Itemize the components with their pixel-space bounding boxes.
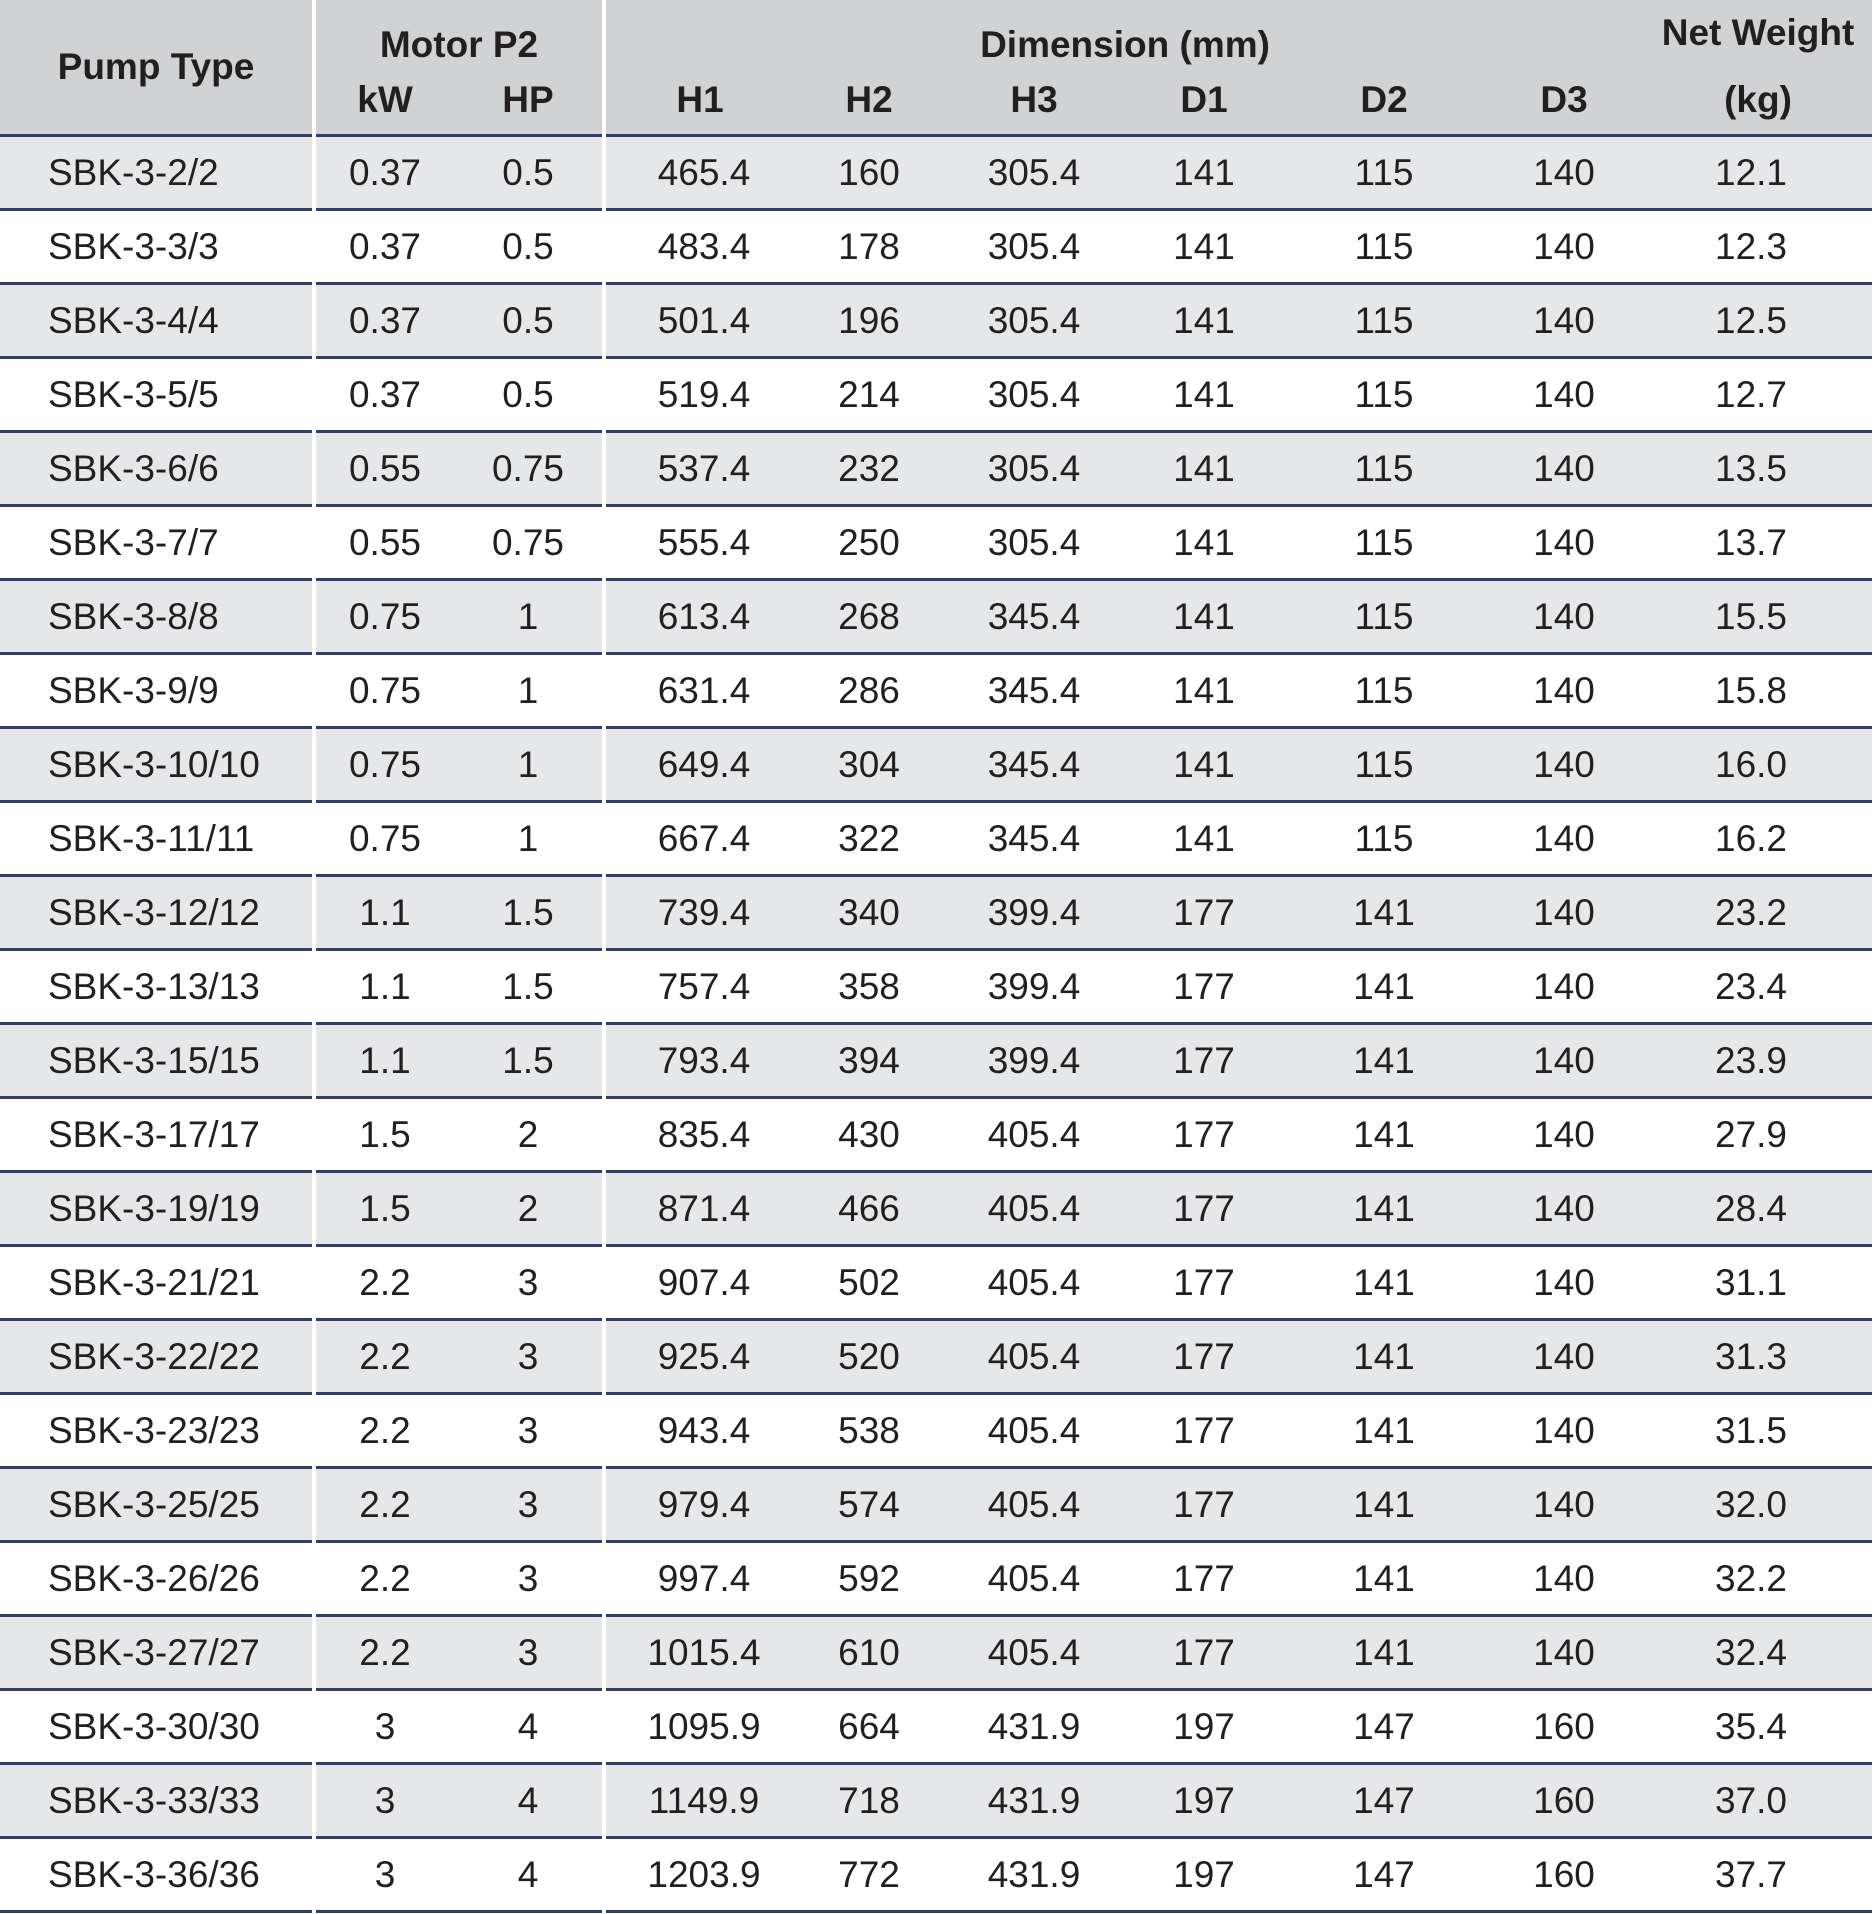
cell-h3: 399.4 xyxy=(944,1024,1124,1098)
cell-d1: 141 xyxy=(1124,358,1284,432)
cell-d3: 140 xyxy=(1484,950,1644,1024)
header-h2: H2 xyxy=(794,66,944,136)
cell-net-weight: 32.4 xyxy=(1644,1616,1872,1690)
cell-d1: 177 xyxy=(1124,950,1284,1024)
table-body xyxy=(0,136,1872,1912)
cell-hp: 3 xyxy=(454,1394,604,1468)
cell-hp: 1.5 xyxy=(454,876,604,950)
cell-d2: 141 xyxy=(1284,1542,1484,1616)
cell-d3: 140 xyxy=(1484,1394,1644,1468)
cell-d3: 140 xyxy=(1484,284,1644,358)
cell-d1: 141 xyxy=(1124,210,1284,284)
table-row xyxy=(0,1246,1872,1320)
cell-h2: 268 xyxy=(794,580,944,654)
cell-h1: 1149.9 xyxy=(604,1764,794,1838)
cell-h1: 613.4 xyxy=(604,580,794,654)
cell-d3: 160 xyxy=(1484,1690,1644,1764)
cell-d2: 141 xyxy=(1284,1246,1484,1320)
cell-d1: 141 xyxy=(1124,136,1284,210)
cell-d3: 140 xyxy=(1484,358,1644,432)
cell-h3: 405.4 xyxy=(944,1542,1124,1616)
table-row xyxy=(0,802,1872,876)
table-row xyxy=(0,580,1872,654)
cell-pump-type: SBK-3-5/5 xyxy=(0,358,314,432)
cell-h1: 1015.4 xyxy=(604,1616,794,1690)
table-row xyxy=(0,210,1872,284)
cell-h2: 304 xyxy=(794,728,944,802)
cell-kw: 2.2 xyxy=(314,1542,454,1616)
cell-d1: 141 xyxy=(1124,580,1284,654)
cell-h1: 483.4 xyxy=(604,210,794,284)
cell-h3: 405.4 xyxy=(944,1098,1124,1172)
cell-kw: 2.2 xyxy=(314,1394,454,1468)
cell-h1: 835.4 xyxy=(604,1098,794,1172)
cell-h1: 979.4 xyxy=(604,1468,794,1542)
cell-d1: 141 xyxy=(1124,728,1284,802)
cell-kw: 2.2 xyxy=(314,1468,454,1542)
cell-d3: 140 xyxy=(1484,728,1644,802)
cell-d2: 115 xyxy=(1284,802,1484,876)
cell-h2: 214 xyxy=(794,358,944,432)
cell-d1: 197 xyxy=(1124,1764,1284,1838)
cell-kw: 1.1 xyxy=(314,950,454,1024)
header-kg: (kg) xyxy=(1644,66,1872,136)
cell-h1: 1095.9 xyxy=(604,1690,794,1764)
cell-net-weight: 31.1 xyxy=(1644,1246,1872,1320)
cell-h3: 405.4 xyxy=(944,1172,1124,1246)
cell-h2: 520 xyxy=(794,1320,944,1394)
cell-d1: 177 xyxy=(1124,1246,1284,1320)
cell-d2: 141 xyxy=(1284,876,1484,950)
header-hp: HP xyxy=(454,66,604,136)
cell-d1: 177 xyxy=(1124,1098,1284,1172)
cell-pump-type: SBK-3-30/30 xyxy=(0,1690,314,1764)
table-row xyxy=(0,1320,1872,1394)
header-net-weight: Net Weight xyxy=(1644,0,1872,66)
cell-d3: 140 xyxy=(1484,876,1644,950)
cell-pump-type: SBK-3-15/15 xyxy=(0,1024,314,1098)
cell-h3: 305.4 xyxy=(944,358,1124,432)
table-row xyxy=(0,1172,1872,1246)
cell-h1: 537.4 xyxy=(604,432,794,506)
cell-net-weight: 27.9 xyxy=(1644,1098,1872,1172)
header-d3: D3 xyxy=(1484,66,1644,136)
table-row xyxy=(0,1468,1872,1542)
cell-h3: 345.4 xyxy=(944,802,1124,876)
cell-d2: 141 xyxy=(1284,1098,1484,1172)
cell-h2: 232 xyxy=(794,432,944,506)
cell-kw: 0.55 xyxy=(314,432,454,506)
cell-h2: 196 xyxy=(794,284,944,358)
cell-pump-type: SBK-3-10/10 xyxy=(0,728,314,802)
cell-hp: 3 xyxy=(454,1320,604,1394)
cell-h2: 160 xyxy=(794,136,944,210)
cell-net-weight: 12.7 xyxy=(1644,358,1872,432)
cell-pump-type: SBK-3-2/2 xyxy=(0,136,314,210)
cell-pump-type: SBK-3-25/25 xyxy=(0,1468,314,1542)
cell-d2: 141 xyxy=(1284,1172,1484,1246)
header-row-1 xyxy=(0,0,1872,66)
cell-h1: 739.4 xyxy=(604,876,794,950)
cell-pump-type: SBK-3-23/23 xyxy=(0,1394,314,1468)
cell-net-weight: 28.4 xyxy=(1644,1172,1872,1246)
cell-h1: 519.4 xyxy=(604,358,794,432)
cell-d1: 177 xyxy=(1124,1320,1284,1394)
cell-d1: 197 xyxy=(1124,1838,1284,1912)
cell-d1: 141 xyxy=(1124,506,1284,580)
cell-d1: 141 xyxy=(1124,284,1284,358)
table-row xyxy=(0,1616,1872,1690)
cell-pump-type: SBK-3-4/4 xyxy=(0,284,314,358)
cell-h3: 345.4 xyxy=(944,654,1124,728)
cell-h3: 399.4 xyxy=(944,950,1124,1024)
cell-h2: 286 xyxy=(794,654,944,728)
table-row xyxy=(0,654,1872,728)
cell-pump-type: SBK-3-6/6 xyxy=(0,432,314,506)
cell-net-weight: 16.0 xyxy=(1644,728,1872,802)
cell-h1: 649.4 xyxy=(604,728,794,802)
cell-h3: 305.4 xyxy=(944,432,1124,506)
cell-h1: 555.4 xyxy=(604,506,794,580)
table-row xyxy=(0,1394,1872,1468)
cell-d3: 140 xyxy=(1484,210,1644,284)
cell-h2: 322 xyxy=(794,802,944,876)
cell-net-weight: 16.2 xyxy=(1644,802,1872,876)
table-header xyxy=(0,0,1872,136)
cell-kw: 0.75 xyxy=(314,654,454,728)
cell-h2: 664 xyxy=(794,1690,944,1764)
cell-net-weight: 31.5 xyxy=(1644,1394,1872,1468)
header-d2: D2 xyxy=(1284,66,1484,136)
cell-pump-type: SBK-3-13/13 xyxy=(0,950,314,1024)
cell-h1: 925.4 xyxy=(604,1320,794,1394)
cell-d1: 197 xyxy=(1124,1690,1284,1764)
cell-net-weight: 32.2 xyxy=(1644,1542,1872,1616)
cell-hp: 0.5 xyxy=(454,210,604,284)
cell-kw: 1.5 xyxy=(314,1098,454,1172)
cell-d2: 115 xyxy=(1284,210,1484,284)
cell-d3: 140 xyxy=(1484,1098,1644,1172)
cell-d3: 140 xyxy=(1484,432,1644,506)
cell-hp: 3 xyxy=(454,1542,604,1616)
cell-d2: 115 xyxy=(1284,432,1484,506)
cell-d1: 177 xyxy=(1124,1172,1284,1246)
cell-hp: 3 xyxy=(454,1246,604,1320)
cell-d1: 177 xyxy=(1124,1394,1284,1468)
cell-pump-type: SBK-3-17/17 xyxy=(0,1098,314,1172)
cell-kw: 0.75 xyxy=(314,580,454,654)
table-row xyxy=(0,728,1872,802)
header-kw: kW xyxy=(314,66,454,136)
cell-d2: 115 xyxy=(1284,580,1484,654)
cell-d2: 141 xyxy=(1284,1468,1484,1542)
cell-h3: 431.9 xyxy=(944,1838,1124,1912)
cell-h1: 501.4 xyxy=(604,284,794,358)
cell-kw: 0.37 xyxy=(314,210,454,284)
cell-pump-type: SBK-3-11/11 xyxy=(0,802,314,876)
cell-pump-type: SBK-3-22/22 xyxy=(0,1320,314,1394)
cell-pump-type: SBK-3-36/36 xyxy=(0,1838,314,1912)
cell-pump-type: SBK-3-26/26 xyxy=(0,1542,314,1616)
cell-d1: 141 xyxy=(1124,654,1284,728)
cell-d3: 140 xyxy=(1484,136,1644,210)
cell-h3: 399.4 xyxy=(944,876,1124,950)
table-row xyxy=(0,284,1872,358)
cell-kw: 3 xyxy=(314,1838,454,1912)
cell-net-weight: 37.7 xyxy=(1644,1838,1872,1912)
cell-pump-type: SBK-3-7/7 xyxy=(0,506,314,580)
cell-d3: 160 xyxy=(1484,1838,1644,1912)
cell-d2: 147 xyxy=(1284,1764,1484,1838)
cell-hp: 0.5 xyxy=(454,358,604,432)
cell-net-weight: 23.4 xyxy=(1644,950,1872,1024)
cell-hp: 1 xyxy=(454,580,604,654)
cell-h1: 667.4 xyxy=(604,802,794,876)
cell-h1: 631.4 xyxy=(604,654,794,728)
cell-hp: 0.5 xyxy=(454,136,604,210)
cell-net-weight: 35.4 xyxy=(1644,1690,1872,1764)
cell-kw: 0.75 xyxy=(314,802,454,876)
cell-hp: 1 xyxy=(454,728,604,802)
cell-net-weight: 23.2 xyxy=(1644,876,1872,950)
cell-h3: 405.4 xyxy=(944,1468,1124,1542)
cell-d2: 115 xyxy=(1284,728,1484,802)
cell-d2: 115 xyxy=(1284,136,1484,210)
cell-h2: 538 xyxy=(794,1394,944,1468)
cell-kw: 2.2 xyxy=(314,1246,454,1320)
cell-net-weight: 12.3 xyxy=(1644,210,1872,284)
cell-h1: 907.4 xyxy=(604,1246,794,1320)
cell-kw: 1.1 xyxy=(314,876,454,950)
cell-h2: 610 xyxy=(794,1616,944,1690)
cell-h3: 405.4 xyxy=(944,1320,1124,1394)
cell-h1: 757.4 xyxy=(604,950,794,1024)
cell-net-weight: 23.9 xyxy=(1644,1024,1872,1098)
table-row xyxy=(0,1838,1872,1912)
cell-net-weight: 15.8 xyxy=(1644,654,1872,728)
cell-d2: 115 xyxy=(1284,358,1484,432)
cell-net-weight: 37.0 xyxy=(1644,1764,1872,1838)
table-row xyxy=(0,1024,1872,1098)
cell-h2: 430 xyxy=(794,1098,944,1172)
cell-hp: 1.5 xyxy=(454,1024,604,1098)
table-row xyxy=(0,136,1872,210)
cell-d2: 141 xyxy=(1284,1024,1484,1098)
cell-pump-type: SBK-3-12/12 xyxy=(0,876,314,950)
cell-net-weight: 12.5 xyxy=(1644,284,1872,358)
header-pump-type: Pump Type xyxy=(0,0,314,136)
header-d1: D1 xyxy=(1124,66,1284,136)
cell-d3: 140 xyxy=(1484,1616,1644,1690)
cell-d2: 147 xyxy=(1284,1838,1484,1912)
cell-d1: 177 xyxy=(1124,1542,1284,1616)
table-row xyxy=(0,1690,1872,1764)
cell-h2: 178 xyxy=(794,210,944,284)
header-motor-p2: Motor P2 xyxy=(314,0,604,66)
cell-h3: 345.4 xyxy=(944,728,1124,802)
cell-d3: 140 xyxy=(1484,1024,1644,1098)
cell-d3: 140 xyxy=(1484,580,1644,654)
cell-h1: 793.4 xyxy=(604,1024,794,1098)
cell-pump-type: SBK-3-19/19 xyxy=(0,1172,314,1246)
cell-d1: 141 xyxy=(1124,802,1284,876)
cell-pump-type: SBK-3-27/27 xyxy=(0,1616,314,1690)
cell-kw: 1.1 xyxy=(314,1024,454,1098)
cell-d3: 140 xyxy=(1484,1172,1644,1246)
cell-hp: 0.5 xyxy=(454,284,604,358)
cell-kw: 3 xyxy=(314,1690,454,1764)
cell-h2: 502 xyxy=(794,1246,944,1320)
cell-h3: 345.4 xyxy=(944,580,1124,654)
cell-hp: 4 xyxy=(454,1764,604,1838)
cell-d2: 141 xyxy=(1284,1394,1484,1468)
cell-net-weight: 32.0 xyxy=(1644,1468,1872,1542)
cell-d1: 177 xyxy=(1124,876,1284,950)
cell-net-weight: 13.5 xyxy=(1644,432,1872,506)
table-row xyxy=(0,1098,1872,1172)
cell-d3: 140 xyxy=(1484,1246,1644,1320)
cell-pump-type: SBK-3-3/3 xyxy=(0,210,314,284)
cell-d2: 115 xyxy=(1284,284,1484,358)
cell-d3: 140 xyxy=(1484,506,1644,580)
cell-h3: 305.4 xyxy=(944,210,1124,284)
cell-hp: 1.5 xyxy=(454,950,604,1024)
cell-h2: 718 xyxy=(794,1764,944,1838)
cell-d3: 140 xyxy=(1484,654,1644,728)
table-row xyxy=(0,1542,1872,1616)
cell-d3: 140 xyxy=(1484,1542,1644,1616)
cell-h3: 305.4 xyxy=(944,506,1124,580)
cell-hp: 2 xyxy=(454,1098,604,1172)
table-row xyxy=(0,950,1872,1024)
cell-kw: 2.2 xyxy=(314,1320,454,1394)
cell-h2: 340 xyxy=(794,876,944,950)
cell-h3: 305.4 xyxy=(944,284,1124,358)
cell-h1: 1203.9 xyxy=(604,1838,794,1912)
cell-kw: 0.75 xyxy=(314,728,454,802)
cell-h2: 772 xyxy=(794,1838,944,1912)
cell-pump-type: SBK-3-9/9 xyxy=(0,654,314,728)
cell-hp: 4 xyxy=(454,1690,604,1764)
cell-kw: 0.37 xyxy=(314,136,454,210)
cell-h3: 431.9 xyxy=(944,1690,1124,1764)
cell-h3: 305.4 xyxy=(944,136,1124,210)
cell-d2: 115 xyxy=(1284,506,1484,580)
table-row xyxy=(0,876,1872,950)
cell-h2: 466 xyxy=(794,1172,944,1246)
cell-h1: 997.4 xyxy=(604,1542,794,1616)
cell-kw: 1.5 xyxy=(314,1172,454,1246)
cell-h3: 431.9 xyxy=(944,1764,1124,1838)
cell-pump-type: SBK-3-21/21 xyxy=(0,1246,314,1320)
cell-d2: 141 xyxy=(1284,950,1484,1024)
cell-h3: 405.4 xyxy=(944,1394,1124,1468)
cell-net-weight: 15.5 xyxy=(1644,580,1872,654)
table-row xyxy=(0,358,1872,432)
cell-d3: 160 xyxy=(1484,1764,1644,1838)
table-row xyxy=(0,432,1872,506)
header-h1: H1 xyxy=(604,66,794,136)
header-h3: H3 xyxy=(944,66,1124,136)
cell-h2: 592 xyxy=(794,1542,944,1616)
cell-kw: 0.55 xyxy=(314,506,454,580)
cell-d2: 141 xyxy=(1284,1616,1484,1690)
cell-hp: 1 xyxy=(454,654,604,728)
cell-d3: 140 xyxy=(1484,802,1644,876)
cell-kw: 0.37 xyxy=(314,284,454,358)
cell-kw: 0.37 xyxy=(314,358,454,432)
cell-hp: 3 xyxy=(454,1468,604,1542)
cell-hp: 0.75 xyxy=(454,432,604,506)
cell-kw: 2.2 xyxy=(314,1616,454,1690)
cell-net-weight: 12.1 xyxy=(1644,136,1872,210)
cell-h2: 250 xyxy=(794,506,944,580)
cell-h2: 574 xyxy=(794,1468,944,1542)
cell-h1: 871.4 xyxy=(604,1172,794,1246)
cell-h2: 394 xyxy=(794,1024,944,1098)
header-dimension: Dimension (mm) xyxy=(604,0,1644,66)
cell-h1: 465.4 xyxy=(604,136,794,210)
cell-pump-type: SBK-3-33/33 xyxy=(0,1764,314,1838)
cell-h3: 405.4 xyxy=(944,1246,1124,1320)
cell-h1: 943.4 xyxy=(604,1394,794,1468)
cell-d2: 141 xyxy=(1284,1320,1484,1394)
cell-hp: 3 xyxy=(454,1616,604,1690)
cell-d2: 147 xyxy=(1284,1690,1484,1764)
cell-d1: 141 xyxy=(1124,432,1284,506)
cell-kw: 3 xyxy=(314,1764,454,1838)
cell-d3: 140 xyxy=(1484,1468,1644,1542)
cell-d1: 177 xyxy=(1124,1616,1284,1690)
table-row xyxy=(0,1764,1872,1838)
cell-d3: 140 xyxy=(1484,1320,1644,1394)
table-row xyxy=(0,506,1872,580)
cell-d1: 177 xyxy=(1124,1468,1284,1542)
cell-hp: 0.75 xyxy=(454,506,604,580)
cell-d2: 115 xyxy=(1284,654,1484,728)
cell-d1: 177 xyxy=(1124,1024,1284,1098)
cell-hp: 1 xyxy=(454,802,604,876)
cell-h2: 358 xyxy=(794,950,944,1024)
cell-net-weight: 13.7 xyxy=(1644,506,1872,580)
cell-hp: 2 xyxy=(454,1172,604,1246)
cell-net-weight: 31.3 xyxy=(1644,1320,1872,1394)
cell-hp: 4 xyxy=(454,1838,604,1912)
cell-h3: 405.4 xyxy=(944,1616,1124,1690)
cell-pump-type: SBK-3-8/8 xyxy=(0,580,314,654)
